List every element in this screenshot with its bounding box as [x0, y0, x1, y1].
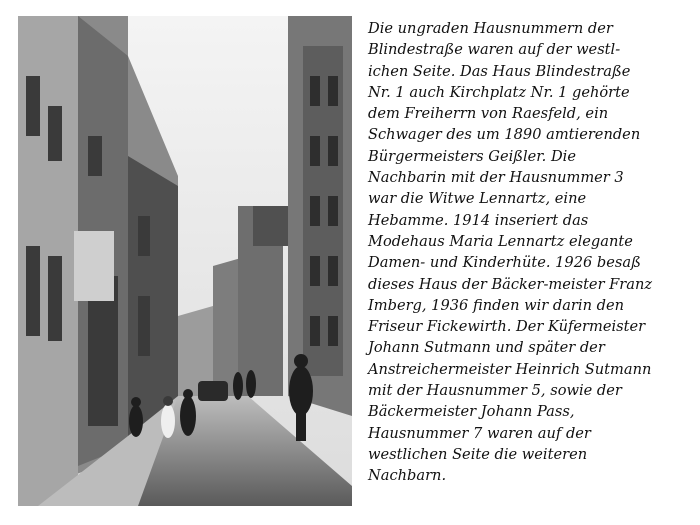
- caption-line: Nachbarn.: [368, 467, 447, 485]
- street-scene-image: [18, 16, 352, 506]
- caption-line: Die ungraden Hausnummern der: [368, 20, 613, 37]
- caption-line: Hausnummer 7 waren auf der: [368, 424, 591, 442]
- caption-line: Schwager des um 1890 amtierenden: [368, 126, 641, 144]
- caption-line: war die Witwe Lennartz, eine: [368, 190, 587, 208]
- caption-line: ichen Seite. Das Haus Blindestraße: [368, 62, 631, 80]
- historic-street-photo: [18, 16, 352, 506]
- caption-line: dem Freiherrn von Raesfeld, ein: [368, 105, 609, 123]
- caption-line: Blindestraße waren auf der westl-: [368, 41, 621, 59]
- caption-line: dieses Haus der Bäcker-meister Franz: [368, 275, 653, 293]
- caption-text: [368, 18, 700, 487]
- caption-line: Nr. 1 auch Kirchplatz Nr. 1 gehörte: [368, 83, 630, 101]
- caption-line: Anstreichermeister Heinrich Sutmann: [368, 360, 652, 378]
- caption-line: westlichen Seite die weiteren: [368, 445, 588, 463]
- caption-line: Modehaus Maria Lennartz elegante: [368, 232, 633, 250]
- caption-line: Friseur Fickewirth. Der Küfermeister: [368, 318, 646, 336]
- caption-line: mit der Hausnummer 5, sowie der: [368, 382, 622, 400]
- caption-line: Bürgermeisters Geißler. Die: [368, 147, 576, 165]
- caption-line: Bäckermeister Johann Pass,: [368, 403, 575, 421]
- caption-line: Imberg, 1936 finden wir darin den: [368, 296, 624, 314]
- caption-line: Damen- und Kinderhüte. 1926 besaß: [368, 254, 641, 272]
- caption-line: Nachbarin mit der Hausnummer 3: [368, 169, 624, 187]
- caption-line: Hebamme. 1914 inseriert das: [368, 211, 589, 229]
- caption-line: Johann Sutmann und später der: [368, 339, 605, 357]
